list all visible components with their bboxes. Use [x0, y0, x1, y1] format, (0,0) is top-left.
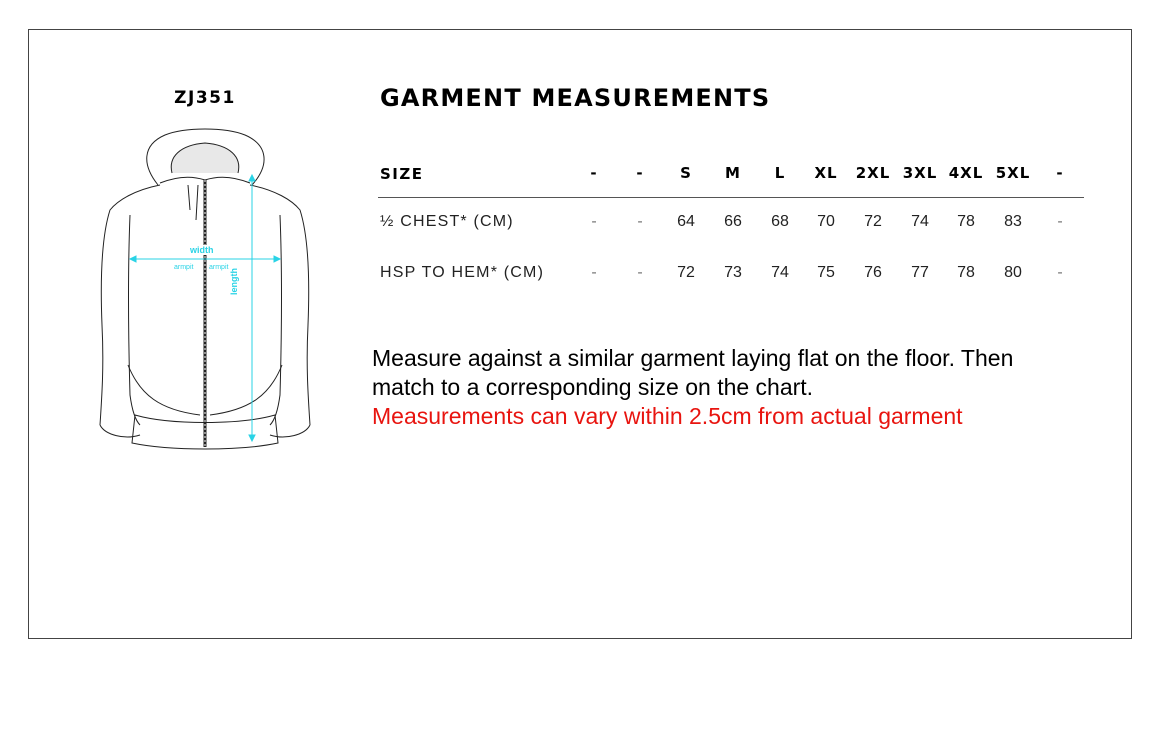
table-cell: -	[1057, 213, 1063, 230]
table-cell: 66	[724, 213, 742, 230]
note-warning: Measurements can vary within 2.5cm from actual garment	[372, 403, 963, 429]
table-cell: -	[591, 264, 597, 281]
table-cell: -	[1057, 264, 1063, 281]
size-header-cell: 2XL	[855, 164, 891, 182]
table-cell: -	[637, 264, 643, 281]
table-cell: 78	[957, 213, 975, 230]
length-label: length	[229, 268, 239, 295]
row-label: HSP TO HEM* (CM)	[380, 264, 545, 281]
table-cell: 75	[817, 264, 835, 281]
table-cell: 70	[817, 213, 835, 230]
size-header-label: SIZE	[380, 165, 424, 183]
table-cell: -	[591, 213, 597, 230]
table-cell: 74	[911, 213, 929, 230]
product-code: ZJ351	[174, 88, 236, 108]
row-label: ½ CHEST* (CM)	[380, 213, 514, 230]
table-cell: 83	[1004, 213, 1022, 230]
table-cell: 68	[771, 213, 789, 230]
table-cell: 78	[957, 264, 975, 281]
page-title: GARMENT MEASUREMENTS	[380, 84, 771, 112]
table-cell: 72	[864, 213, 882, 230]
size-header-cell: 4XL	[948, 164, 984, 182]
size-table	[0, 0, 1165, 300]
table-cell: 73	[724, 264, 742, 281]
table-cell: 80	[1004, 264, 1022, 281]
size-header-cell: -	[1056, 164, 1064, 182]
armpit-right-label: armpit	[209, 264, 229, 271]
width-label: width	[190, 245, 214, 255]
size-header-cell: L	[774, 164, 786, 182]
note-line-2: match to a corresponding size on the chart.	[372, 374, 814, 400]
table-cell: 77	[911, 264, 929, 281]
table-cell: 74	[771, 264, 789, 281]
table-cell: -	[637, 213, 643, 230]
size-header-cell: M	[725, 164, 741, 182]
size-header-cell: 5XL	[995, 164, 1031, 182]
table-cell: 64	[677, 213, 695, 230]
table-cell: 72	[677, 264, 695, 281]
measurement-note	[372, 344, 1112, 431]
table-cell: 76	[864, 264, 882, 281]
size-header-cell: S	[680, 164, 692, 182]
size-header-cell: -	[590, 164, 598, 182]
size-header-cell: XL	[814, 164, 838, 182]
armpit-left-label: armpit	[174, 264, 194, 271]
size-header-cell: -	[636, 164, 644, 182]
note-line-1: Measure against a similar garment laying flat on the floor. Then	[372, 345, 1014, 371]
size-header-cell: 3XL	[902, 164, 938, 182]
